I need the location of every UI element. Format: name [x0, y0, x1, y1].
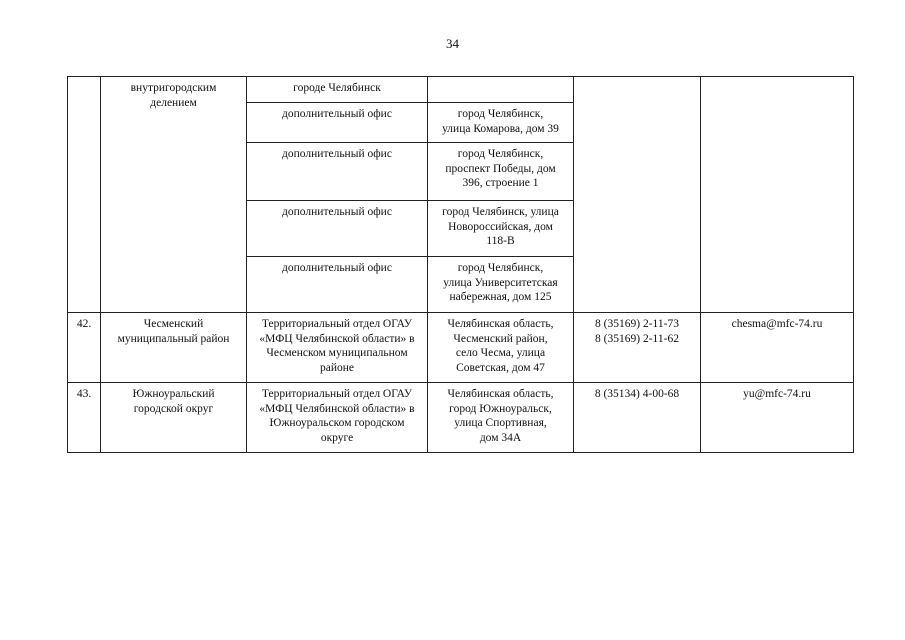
office-name: городе Челябинск [293, 82, 381, 94]
address-line: улица Спортивная, [454, 417, 547, 429]
office-name-cell [247, 103, 428, 143]
district-cell [101, 383, 247, 453]
office-name: дополнительный офис [282, 108, 392, 120]
address-cell [428, 257, 574, 313]
district-line: муниципальный район [117, 332, 230, 345]
office-name-cell [247, 143, 428, 201]
district-cell [101, 77, 247, 313]
district-line: Чесменский [143, 318, 204, 330]
office-name-cell [247, 257, 428, 313]
address-line: улица Комарова, дом 39 [442, 122, 559, 135]
address-line: 118-В [486, 235, 515, 247]
email-cell [701, 383, 854, 453]
office-name-cell [247, 383, 428, 453]
address-line: Новороссийская, дом [448, 220, 553, 233]
address-line: Челябинская область, [447, 318, 554, 330]
phone-number: 8 (35169) 2-11-62 [595, 332, 679, 345]
address-line: село Чесма, улица [455, 347, 546, 359]
office-name-line: Южноуральском городском [269, 417, 405, 429]
office-name-line: «МФЦ Челябинской области» в [259, 402, 415, 415]
page-number: 34 [446, 36, 459, 51]
row-number: 43. [68, 383, 101, 453]
row-number: 42. [68, 313, 101, 383]
phone-cell [574, 313, 701, 383]
office-name: дополнительный офис [282, 148, 392, 160]
phone-cell [574, 77, 701, 313]
office-name-cell [247, 313, 428, 383]
mfc-offices-table [67, 76, 854, 453]
address-cell [428, 201, 574, 257]
address-cell [428, 103, 574, 143]
office-name-line: округе [320, 431, 354, 444]
district-line: делением [150, 96, 197, 109]
district-line: городской округ [133, 402, 214, 415]
phone-number: 8 (35169) 2-11-73 [595, 318, 679, 330]
address-line: город Челябинск, [457, 148, 544, 160]
row-number-cell [68, 77, 101, 313]
office-name-line: Чесменском муниципальном [266, 347, 408, 359]
office-name-cell [247, 201, 428, 257]
address-line: проспект Победы, дом [445, 162, 556, 175]
address-line: город Челябинск, улица [442, 206, 559, 218]
office-name-line: районе [319, 361, 355, 374]
table-row [68, 77, 854, 103]
email-cell [701, 313, 854, 383]
table-row [68, 383, 854, 453]
office-name-line: «МФЦ Челябинской области» в [259, 332, 415, 345]
address-line: набережная, дом 125 [449, 291, 552, 303]
address-line: город Челябинск, [457, 262, 544, 274]
phone-number: 8 (35134) 4-00-68 [594, 388, 680, 400]
district-line: внутригородским [130, 82, 217, 94]
address-line: 396, строение 1 [462, 177, 539, 189]
email-cell [701, 77, 854, 313]
district-line: Южноуральский [132, 388, 215, 400]
address-cell [428, 77, 574, 103]
email-address: chesma@mfc-74.ru [731, 318, 823, 330]
office-name: дополнительный офис [282, 206, 392, 218]
address-line: город Челябинск, [457, 108, 544, 120]
office-name-line: Территориальный отдел ОГАУ [261, 388, 413, 400]
address-cell [428, 313, 574, 383]
district-cell [101, 313, 247, 383]
address-cell [428, 383, 574, 453]
address-line: Советская, дом 47 [456, 361, 545, 374]
address-line: Челябинская область, [447, 388, 554, 400]
address-cell [428, 143, 574, 201]
address-line: Чесменский район, [453, 332, 548, 345]
email-address: yu@mfc-74.ru [743, 388, 811, 400]
address-line: город Южноуральск, [449, 402, 552, 415]
table-row [68, 313, 854, 383]
address-line: дом 34А [479, 431, 522, 444]
office-name-cell [247, 77, 428, 103]
office-name-line: Территориальный отдел ОГАУ [261, 318, 413, 330]
phone-cell [574, 383, 701, 453]
address-line: улица Университетская [443, 276, 558, 289]
office-name: дополнительный офис [282, 262, 392, 274]
